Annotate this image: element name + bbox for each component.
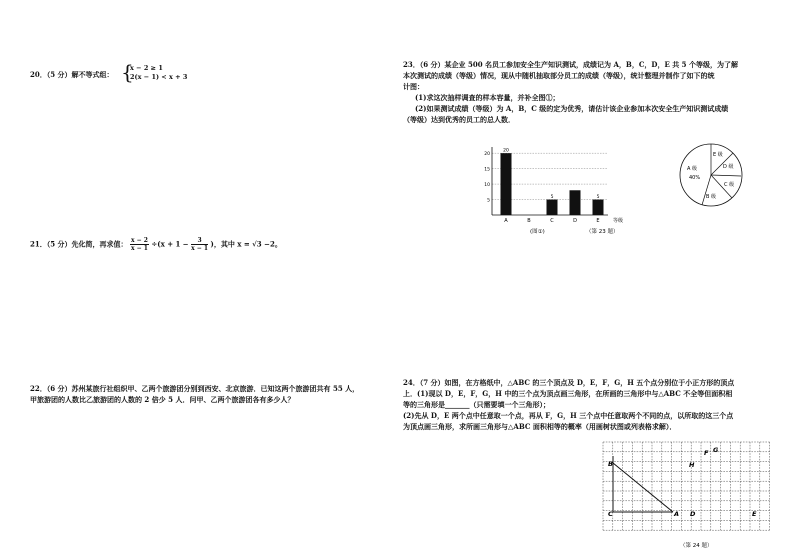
q24-grid-figure (600, 440, 772, 552)
q22-line2: 甲旅游团的人数比乙旅游团的人数的 2 倍少 5 人．问甲、乙两个旅游团各有多少人？ (30, 395, 295, 404)
q23-line2: 本次测试的成绩（等级）情况，现从中随机抽取部分员工的成绩（等级），统计整理并制作了如下的统 (403, 71, 715, 80)
q20-line1: x − 2 ≥ 1 (130, 64, 163, 72)
bar-data-label-C: 5 (550, 195, 554, 201)
y-tick-label: 20 (484, 151, 490, 157)
point-label-b: B (608, 460, 613, 468)
point-label-a: A (674, 510, 680, 518)
q24-figure-caption: （第 24 题） (680, 543, 713, 549)
q24-grid-lines (603, 442, 770, 530)
point-label-f: F (704, 449, 709, 457)
q22-text (30, 383, 386, 405)
q20-brace: { (121, 60, 134, 84)
pie-label-a-percent: 40% (689, 175, 701, 181)
x-tick-label-C: C (550, 218, 554, 224)
point-labels (608, 446, 757, 518)
q22-line1: 22．（6 分）苏州某旅行社组织甲、乙两个旅游团分别到西安、北京旅游．已知这两个旅游团共有 55 人， (30, 384, 360, 393)
q20-system (130, 64, 187, 82)
chart-x-axis-label: 等级 (613, 218, 624, 224)
pie-label-c: C 级 (724, 182, 735, 188)
q24-line4: (2)先从 D，E 两个点中任意取一个点，再从 F，G，H 三个点中任意取两个不同的点，以所取的这三个点 (403, 411, 734, 420)
q24-line5: 为顶点画三角形，求所画三角形与△ABC 面积相等的概率（用画树状图或列表格求解）． (403, 422, 677, 431)
q20-line2: 2(x − 1) < x + 3 (130, 73, 188, 81)
q23-part2a: (2)如果测试成绩（等级）为 A，B，C 级的定为优秀，请估计该企业参加本次安全生产知识测试成绩 (415, 104, 729, 113)
q24-line1: 24．（7 分）如图，在方格纸中，△ABC 的三个顶点及 D，E，F，G，H 五个点分别位于小正方形的顶点 (403, 378, 735, 387)
point-label-d: D (690, 510, 696, 518)
q21-fraction-1 (130, 237, 149, 252)
y-tick-label: 10 (484, 182, 490, 188)
bar-E (593, 200, 604, 215)
segment-ba (613, 463, 673, 512)
q21-fraction-2 (191, 237, 208, 252)
q21-frac1-denominator: x − 1 (131, 245, 148, 252)
q20-label: 20．（5 分）解不等式组： (30, 70, 114, 79)
bar-D (570, 190, 581, 215)
q23-part1: (1)求这次抽样调查的样本容量，并补全图①； (415, 93, 560, 102)
q23-bar-chart (478, 143, 626, 238)
pie-label-e: E 级 (713, 152, 723, 158)
bar-data-label-A: 20 (503, 148, 509, 154)
q21-label: 21．（5 分）先化简，再求值： (30, 239, 128, 249)
point-label-g: G (713, 446, 719, 454)
point-label-c: C (608, 510, 613, 518)
y-tick-label: 15 (484, 167, 490, 173)
q23-line1: 23．（6 分）某企业 500 名员工参加安全生产知识测试，成绩记为 A，B，C，D，E 共 5 个等级，为了解 (403, 60, 738, 69)
q23-text (403, 59, 773, 125)
q24-text (403, 377, 773, 432)
q24-line2: 上．(1)现以 D，E，F，G，H 中的三个点为顶点画三角形，在所画的三角形中与△ABC 不全等但面积相 (403, 389, 733, 398)
pie-label-d: D 级 (723, 164, 734, 170)
point-label-h: H (689, 461, 695, 469)
q23-figure-caption: （第 23 题） (586, 229, 619, 235)
q21-frac2-denominator: x − 1 (191, 245, 209, 252)
q23-part2b: （等级）达到优秀的员工的总人数． (403, 115, 515, 124)
pie-label-b: B 级 (706, 194, 717, 200)
q23-line3: 计图： (403, 82, 424, 91)
point-label-e: E (752, 510, 757, 518)
q21-tail: )，其中 x = √3 −2。 (210, 239, 282, 249)
y-tick-label: 5 (487, 198, 490, 204)
q21-frac2-numerator: 3 (191, 237, 208, 245)
chart-y-ticks (484, 151, 490, 203)
q21-text (30, 237, 282, 252)
x-tick-label-B: B (527, 218, 531, 224)
q24-line3: 等的三角形是_______（只需要填一个三角形）； (403, 400, 550, 409)
pie-label-a: A 级 (687, 166, 698, 172)
bar-A (501, 153, 512, 215)
x-tick-label-A: A (504, 218, 508, 224)
bar-data-label-E: 5 (596, 195, 600, 201)
x-tick-label-D: D (573, 218, 577, 224)
q23-pie-chart (676, 140, 746, 210)
q21-frac1-numerator: x − 2 (131, 237, 148, 244)
bar-C (547, 200, 558, 215)
x-tick-label-E: E (596, 218, 600, 224)
q21-mid: ÷(x + 1 − (151, 239, 189, 249)
q23-fig1-caption: (图①) (530, 229, 545, 235)
